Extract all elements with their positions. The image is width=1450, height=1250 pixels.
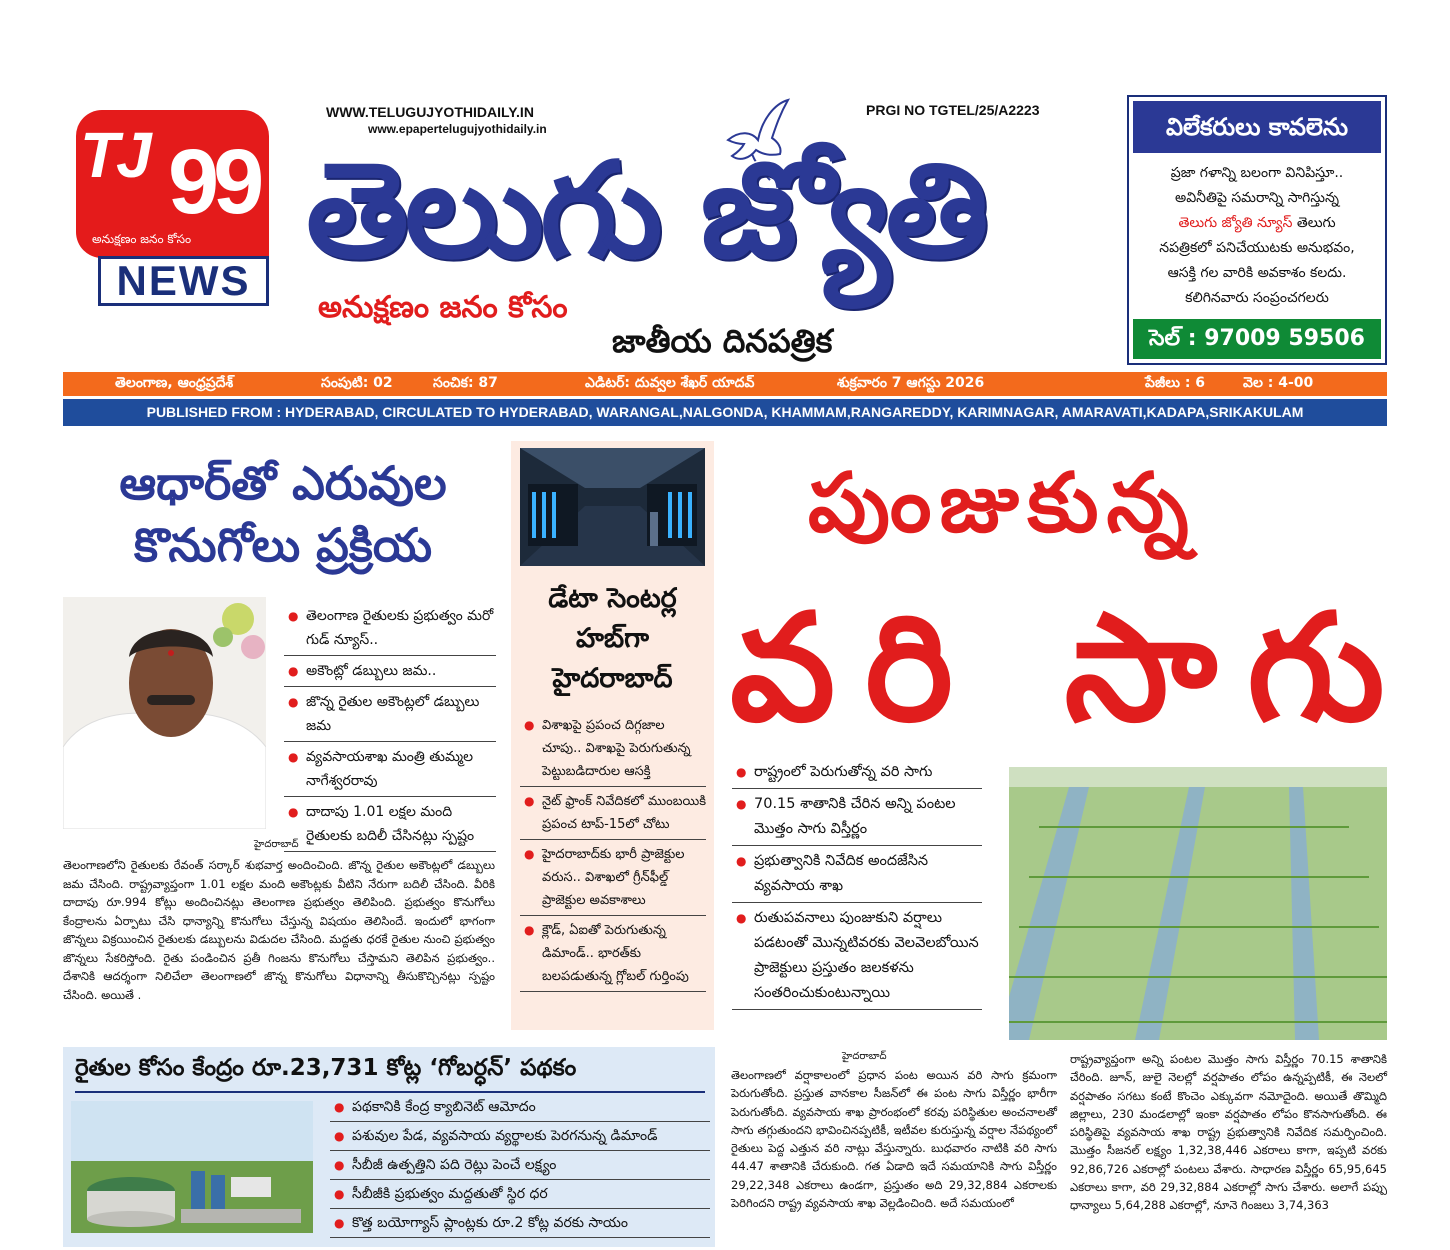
list-item: ● క్లౌడ్, ఏఐతో పెరుగుతున్న డిమాండ్.. భారత్‌కు బలపడుతున్న గ్లోబల్ గుర్తింపు (520, 919, 706, 992)
list-item: ● ప్రభుత్వానికి నివేదిక అందజేసిన వ్యవసాయ శాఖ (732, 849, 982, 903)
list-item: ● నైట్ ఫ్రాంక్ నివేదికలో ముంబయికి ప్రపంచ టాప్-15లో చోటు (520, 790, 706, 840)
minister-photo (63, 597, 266, 829)
gobardhan-headline[interactable]: రైతుల కోసం కేంద్రం రూ.23,731 కోట్ల ‘గోబర్ధన్’ పథకం (75, 1055, 705, 1093)
tj99-news-logo (76, 110, 269, 310)
list-item: ● తెలంగాణ రైతులకు ప్రభుత్వం మరో గుడ్ న్యూస్.. (284, 604, 496, 656)
ad-line (1133, 211, 1381, 236)
editor-label: ఎడిటర్: దువ్వల శేఖర్ యాదవ్ (585, 375, 755, 391)
pages-label: పేజీలు : 6 (1145, 375, 1206, 391)
list-item: ● జొన్న రైతుల అకౌంట్లలో డబ్బులు జమ (284, 690, 496, 742)
issue-label: సంచిక: 87 (433, 375, 498, 391)
ad-line: కలిగినవారు సంప్రంచగలరు (1185, 290, 1329, 306)
list-item: ● సీబీజీ ఉత్పత్తిని పది రెట్లు పెంచే లక్ష్యం (330, 1154, 710, 1180)
aadhar-bullet-list (284, 604, 496, 855)
paddy-body-col2: రాష్ట్రవ్యాప్తంగా అన్ని పంటల మొత్తం సాగు విస్తీర్ణం 70.15 శాతానికి చేరింది. జూన్, జులై నెలల్లో వర్షపాతం లోపం ఉన్నప్పటికీ, ఈ నెలలో వర్షపాతం సగటు కంటే కొంచెం ఎక్కువగా నమోదైంది. అయితే తొమ్మిది జిల్లాలు, 230 మండలాల్లో ఇంకా వర్షపాతం లోపం కొనసాగుతోంది. ఈ పరిస్థితిపై వ్యవసాయ శాఖ రాష్ట్ర ప్రభుత్వానికి నివేదిక సమర్పించింది. మొత్తం సీజనల్ లక్ష్యం 1,32,38,446 ఎకరాలు కాగా, ఇప్పటి వరకు 92,86,726 ఎకరాల్లో పంటలు వేశారు. సాధారణ విస్తీర్ణం 65,95,645 ఎకరాలు కాగా, వరి 29,32,884 ఎకరాల్లో సాగు చేశారు. అలాగే పప్పు ధాన్యాలు 5,64,288 ఎకరాల్లో, నూనె గింజలు 3,74,363 (1070, 1052, 1387, 1213)
logo-red-panel (76, 110, 269, 258)
list-item: ● సీబీజీకి ప్రభుత్వం మద్దతుతో స్థిర ధర (330, 1183, 710, 1209)
paddy-field-photo (1009, 767, 1387, 1040)
datacenter-headline-line2: హబ్‌గా (575, 623, 649, 654)
volume-label: సంపుటి: 02 (321, 375, 393, 391)
aadhar-body-text: తెలంగాణలోని రైతులకు రేవంత్ సర్కార్ శుభవార్త అందించింది. జొన్న రైతుల అకౌంట్లలో డబ్బులు జమ చేసింది. రాష్ట్రవ్యాప్తంగా 1.01 లక్షల మంది అకౌంట్లకు వీటిని నేరుగా బదిలీ చేసింది. వీరికి దాదాపు రూ.994 కోట్లు అందించినట్లు తెలంగాణ ప్రభుత్వం తెలిపింది. ప్రభుత్వం కొనుగోలు కేంద్రాలను ఏర్పాటు చేసి ధాన్యాన్ని కొనుగోలు చేస్తున్న విషయం తెలిసిందే. ఇందులో భాగంగా జొన్నలు విక్రయించిన రైతులకు డబ్బులను విడుదల చేసింది. మద్దతు ధరకే రైతుల నుంచి ప్రభుత్వం జొన్నలు సేకరిస్తోంది. రైతు పండించిన ప్రతీ గింజను కొనుగోలు చేస్తామని తెలిపిన ప్రభుత్వం.. దేశానికి ఆదర్శంగా నిలిచేలా తెలంగాణలో జొన్న కొనుగోలు విధానాన్ని తీసుకొచ్చినట్లు స్పష్టం చేసింది. అయితే . (63, 858, 495, 1002)
datacenter-headline-line1: డేటా సెంటర్ల (548, 583, 677, 614)
aadhar-headline-line1: ఆధార్‌తో ఎరువుల (119, 456, 447, 510)
list-item: ● హైదరాబాద్‌కు భారీ ప్రాజెక్టుల వరుస.. విశాఖలో గ్రీన్‌ఫీల్డ్ ప్రాజెక్టుల అవకాశాలు (520, 843, 706, 916)
edition-info-bar (63, 372, 1387, 396)
ad-cell-number[interactable]: సెల్ : 97009 59506 (1133, 319, 1381, 359)
paddy-headline-line1[interactable]: పుంజుకున్న (808, 456, 1197, 551)
list-item: ● రాష్ట్రంలో పెరుగుతోన్న వరి సాగు (732, 760, 982, 789)
datacenter-photo (520, 448, 705, 566)
date-label: శుక్రవారం 7 ఆగస్టు 2026 (837, 375, 985, 391)
published-from-bar: PUBLISHED FROM : HYDERABAD, CIRCULATED TO HYDERABAD, WARANGAL,NALGONDA, KHAMMAM,RANGAREDDY, KARIMNAGAR, AMARAVATI,KADAPA,SRIKAKULAM (63, 399, 1387, 426)
paddy-headline-line2[interactable]: వరి సాగు (730, 582, 1415, 754)
logo-tagline: అనుక్షణం జనం కోసం (92, 232, 192, 246)
masthead-tagline: అనుక్షణం జనం కోసం (318, 290, 568, 325)
paddy-bullet-list (732, 760, 982, 1013)
aadhar-dateline: హైదరాబాద్ (254, 839, 299, 850)
aadhar-headline[interactable] (63, 452, 503, 576)
list-item: ● పశువుల పేడ, వ్యవసాయ వ్యర్థాలకు పెరగనున్న డిమాండ్ (330, 1125, 710, 1151)
datacenter-headline-line3: హైదరాబాద్ (552, 663, 673, 694)
ad-heading: విలేకరులు కావలెను (1133, 101, 1381, 153)
paddy-dateline: హైదరాబాద్ (842, 1051, 887, 1062)
masthead-national-daily: జాతీయ దినపత్రిక (612, 322, 833, 360)
logo-news: NEWS (98, 256, 269, 306)
list-item: ● వ్యవసాయశాఖ మంత్రి తుమ్మల నాగేశ్వరరావు (284, 745, 496, 797)
ad-body (1129, 157, 1385, 311)
list-item: ● పథకానికి కేంద్ర క్యాబినెట్ ఆమోదం (330, 1096, 710, 1122)
paddy-body-col1: తెలంగాణలో వర్షాకాలంలో ప్రధాన పంట అయిన వరి సాగు క్రమంగా పెరుగుతోంది. ప్రస్తుత వానకాల సీజన్‌లో ఈ పంట సాగు విస్తీర్ణం భారీగా పెరుగుతోంది. వ్యవసాయ శాఖ ప్రారంభంలో కరవు పరిస్థితుల అంచనాలతో సాగు తగ్గుతుందని భావించినప్పటికీ, ఇటీవల కురుస్తున్న వర్షాల నేపథ్యంలో రైతులు పెద్ద ఎత్తున వరి నాట్లు వేస్తున్నారు. బుధవారం నాటికి వరి సాగు 44.47 శాతానికి చేరుకుంది. గత ఏడాది ఇదే సమయానికి సాగు విస్తీర్ణం 29,22,348 ఎకరాలు ఉండగా, ప్రస్తుతం అది 29,32,884 ఎకరాలకు పెరిగిందని రాష్ట్ర వ్యవసాయ శాఖ వెల్లడించింది. అదే సమయంలో (731, 1068, 1057, 1211)
list-item: ● రుతుపవనాలు పుంజుకుని వర్షాలు పడటంతో మొన్నటివరకు వెలవెలబోయిన ప్రాజెక్టులు ప్రస్తుతం జలకళను సంతరించుకుంటున్నాయి (732, 906, 982, 1010)
list-item: ● అకౌంట్లో డబ్బులు జమ.. (284, 659, 496, 687)
list-item: ● విశాఖపై ప్రపంచ దిగ్గజాల చూపు.. విశాఖపై పెరుగుతున్న పెట్టుబడిదారుల ఆసక్తి (520, 714, 706, 787)
reporters-wanted-ad (1127, 95, 1387, 365)
ad-line: ఆసక్తి గల వారికి అవకాశం కలదు. (1167, 265, 1347, 281)
ad-line-rest: తెలుగు (1292, 215, 1336, 231)
states-label: తెలంగాణ, ఆంధ్రప్రదేశ్ (115, 375, 234, 391)
masthead-title: తెలుగు జ్యోతి (306, 134, 985, 288)
ad-line: నపత్రికలో పనిచేయుటకు అనుభవం, (1159, 240, 1355, 256)
price-label: వెల : 4-00 (1243, 375, 1314, 391)
logo-99: 99 (168, 131, 259, 233)
ad-brand-name: తెలుగు జ్యోతి న్యూస్ (1178, 215, 1293, 231)
gobardhan-bullet-list (330, 1096, 710, 1241)
list-item: ● దాదాపు 1.01 లక్షల మంది రైతులకు బదిలీ చేసినట్లు స్పష్టం (284, 800, 496, 852)
datacenter-headline[interactable] (511, 579, 714, 699)
website-url[interactable]: WWW.TELUGUJYOTHIDAILY.IN (326, 104, 534, 120)
epaper-url[interactable]: www.epapertelugujyothidaily.in (368, 122, 547, 136)
list-item: ● కొత్త బయోగ్యాస్ ప్లాంట్లకు రూ.2 కోట్ల వరకు సాయం (330, 1212, 710, 1238)
ad-line: అవినీతిపై సమరాన్ని సాగిస్తున్న (1175, 190, 1339, 206)
logo-tj: TJ (80, 119, 149, 191)
ad-line: ప్రజా గళాన్ని బలంగా వినిపిస్తూ.. (1170, 165, 1344, 181)
datacenter-bullet-list (520, 714, 706, 995)
aadhar-headline-line2: కొనుగోలు ప్రక్రియ (134, 518, 432, 572)
prgi-number: PRGI NO TGTEL/25/A2223 (866, 102, 1040, 118)
biogas-plant-photo (71, 1101, 313, 1233)
list-item: ● 70.15 శాతానికి చేరిన అన్ని పంటల మొత్తం సాగు విస్తీర్ణం (732, 792, 982, 846)
